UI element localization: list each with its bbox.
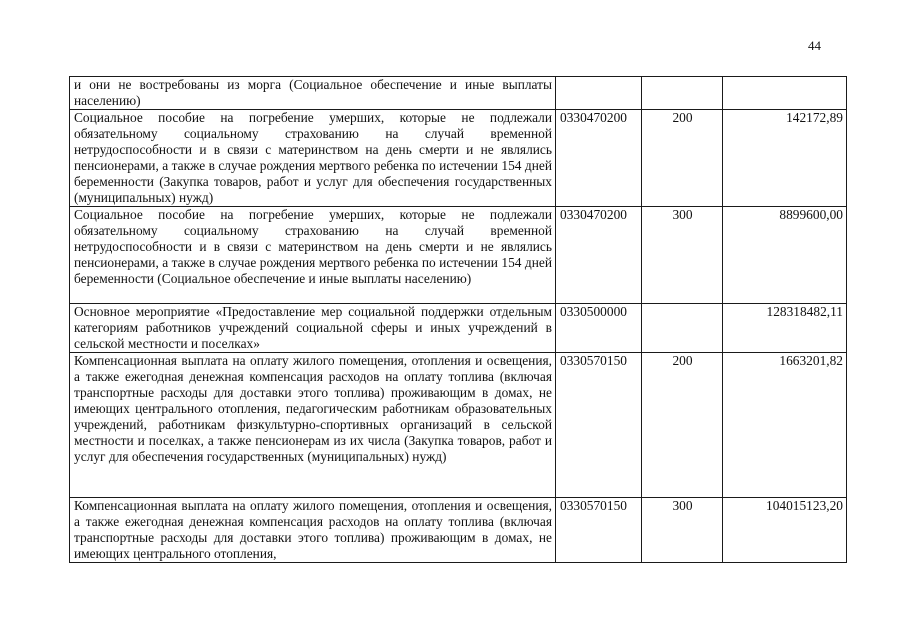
target-article-code-cell: 0330500000 (556, 304, 642, 353)
table-row (70, 353, 847, 498)
amount-cell (723, 77, 847, 110)
target-article-code-cell: 0330470200 (556, 110, 642, 207)
row-description-cell: Компенсационная выплата на оплату жилого помещения, отопления и освещения, а также ежегодная денежная компенсация расходов на оплату топлива (включая транспортные расходы для доставки этого топлива) проживающим в домах, не имеющих центрального отопления, педагогическим работникам образовательных учреждений, работникам физкультурно-спортивных организаций в сельской местности и поселках, а также пенсионерам из их числа (Закупка товаров, работ и услуг для обеспечения государственных (муниципальных) нужд) (70, 353, 556, 498)
row-description-cell: Компенсационная выплата на оплату жилого помещения, отопления и освещения, а также ежегодная денежная компенсация расходов на оплату топлива (включая транспортные расходы для доставки этого топлива) проживающим в домах, не имеющих центрального отопления, (70, 498, 556, 563)
expense-type-code-cell: 300 (642, 498, 723, 563)
target-article-code-cell: 0330470200 (556, 207, 642, 304)
page-number: 44 (808, 38, 821, 53)
expense-type-code-cell (642, 304, 723, 353)
row-description-cell: Социальное пособие на погребение умерших, которые не подлежали обязательному социальному страхованию на случай временной нетрудоспособности и в связи с материнством на день смерти и не являлись пенсионерами, а также в случае рождения мертвого ребенка по истечении 154 дней беременности (Социальное обеспечение и иные выплаты населению) (70, 207, 556, 304)
budget-table (69, 76, 847, 563)
table-row (70, 77, 847, 110)
amount-cell: 142172,89 (723, 110, 847, 207)
target-article-code-cell: 0330570150 (556, 353, 642, 498)
table-row (70, 498, 847, 563)
row-description-cell: Основное мероприятие «Предоставление мер социальной поддержки отдельным категориям работников учреждений социальной сферы и иных учреждений в сельской местности и поселках» (70, 304, 556, 353)
amount-cell: 8899600,00 (723, 207, 847, 304)
table-row (70, 207, 847, 304)
expense-type-code-cell: 200 (642, 110, 723, 207)
row-description-cell: Социальное пособие на погребение умерших, которые не подлежали обязательному социальному страхованию на случай временной нетрудоспособности и в связи с материнством на день смерти и не являлись пенсионерами, а также в случае рождения мертвого ребенка по истечении 154 дней беременности (Закупка товаров, работ и услуг для обеспечения государственных (муниципальных) нужд) (70, 110, 556, 207)
expense-type-code-cell (642, 77, 723, 110)
expense-type-code-cell: 300 (642, 207, 723, 304)
amount-cell: 104015123,20 (723, 498, 847, 563)
amount-cell: 128318482,11 (723, 304, 847, 353)
row-description-cell: и они не востребованы из морга (Социальное обеспечение и иные выплаты населению) (70, 77, 556, 110)
table-row (70, 304, 847, 353)
expense-type-code-cell: 200 (642, 353, 723, 498)
table-row (70, 110, 847, 207)
target-article-code-cell: 0330570150 (556, 498, 642, 563)
target-article-code-cell (556, 77, 642, 110)
amount-cell: 1663201,82 (723, 353, 847, 498)
